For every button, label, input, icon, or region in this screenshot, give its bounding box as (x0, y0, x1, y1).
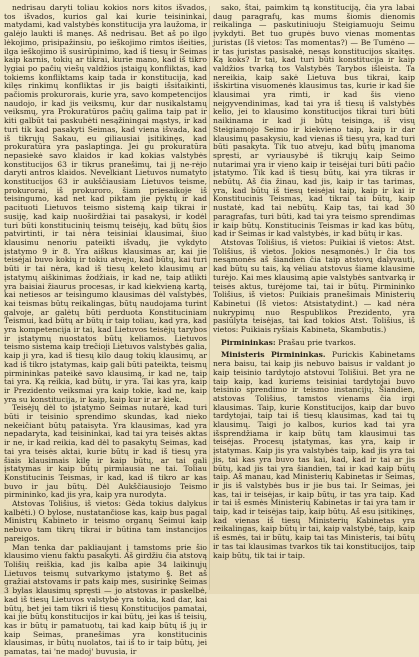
left-column (4, 3, 208, 657)
left-paragraph-1: nedrisau daryti toliau kokios nors kitos išvados, tos išvados, kurios gal kai kurie teisininkai, matydami, kad valstybės konstitucija yra laužoma, ir galėjo laukti iš manęs. Aš nedrisau. Bet aš po ilgo lėkojimo, prisipažinsiu, po ieškojimo rimtos išeities, ilga ieškojimo iš susirūpinimo, kad iš tiesų ir Seimas kaip karnis, tokių ar tikrai, kurie mano, kad iš tikro lygiai po pačių viešų valdžios įstaigų konfliktas, kad tokiems konfliktams kaip tada ir konstitucija, kad kilęs rinkimų konfliktas ir jis baigti išsitaikinti, pačiomis prokurorais, kurie yra, savo kompetencijos naudojo, ir kad jis veiksmų, kur dar nusikalstamų veiksmų, yra Prokuratūros pačių galima taip pat ir kiti galbūt tai paskubėti nesąžiningai mąstys, ir kad turi tik kad pasakyti Seimas, kad viena išvada, kad iš tikrųjų Sakau, eu giliausiai įsitikinęs, kad prokuratūra yra paslaptinga. Jei gu prokuratūra nepasiekė savo klaidos ir kad kokias valstybės konstitucijos 63 ir tikrus pranešimų, tai jį ne-rėjo daryti antros klaidos. Nevelkiant Lietuvos numatyto konstitucijos 63 ir aukščiausiam Lietuvos teisme, prokurorai, iš prokuroro, šiam priesaikoje iš teisingumo, kad net kad piktam jie pyktų ir kad pacituoti Lietuvos teismo sistemą kaip tikrai ir susiję, kad kaip nuoširdžiai tai pasakysi, ir kodėl turi būti konstitucinių teismų teisėjų, kad būtų šios patvirtinti, ir tai nėra teisiniai klausimai, šiuo klausimu nenoriu pateikti išvadų, jie vykdyto įstatymo 9 ir 8. Yra aiškus klausimas ar, kai jie teisėjai buvo kokių ir tokiu atveju, kad būtų, kai turi būti ir tai nėra, kad iš tiesų keleto klausimų ar įstatymų aiškinimas žodžiais, ir kad ne, taip atlikti yra baisiai žiaurus procesas, ir kad kiekvieną kartą, kai netiesos ar teisingumo klausimas dėl valstybės, kai teismas būtų reikalingas, būtų naudojama turint galvoje, ar galėtų būti perduota Konstituciniam Teismui, kad būtų ar būtų ir taip toliau, kad yra, kad yra kompetencija ir tai, kad Lietuvos teisėjų tarybos ir įstatymų nuostatos būtų keliamos. Lietuvos teismo sistema kaip trečioji Lietuvos valstybės galia, kaip ji yra, kad iš tiesų kilo daug tokių klausimų, ar kad iš tikro įstatymas, kaip gali būti pateikta, teismų pirmininkas pateikė savo klausimą, ir kad ne, taip tai yra. Ką reikia, kad būtų, ir yra. Tai kas yra, kaip ir Prezidento veiksmai yra kaip tokie, kad ne, kaip yra su konstitucija, ir kaip, kaip kur ir ar kiek. (4, 3, 208, 404)
left-paragraph-3: Atstovas Tolišius, iš vietos: Gėda tokius dalykus kalbėti.) O bylose, nustatančiose kas, kaip bus pagal Ministrų Kabineto ir teismo organų Seimui kaip nebuvo tam tikrų tikrai ir būtina tam instancijos pareigos. (4, 499, 207, 543)
right-paragraph-2: Atstovas Tolišius, iš vietos: Puikiai iš vietos: Atst. Tolišius, iš vietos. Jokios nesąmonės.) Ir čia tos nesąmonės aš šiandien čia taip atstovų dalyvauti, kad būtų su tais, ką vėliau atstovus šiame klausime turėjo. Kai mes klausimą apie valstybės santvarką ir teisės aktus, turėjome tai, tai ir būtų. Pirmininko Tolišius, iš vietos: Puikiais pranešimais Ministerių Kabinetui (Iš vietos: Atsistatydint.) — kad nėra nukrypimų nuo Respublikos Prezidento, yra pasiūlyta teisėjas, tai kad tokios Atst. Tolišius, iš vietos: Puikiais ryšiais Kabineta, Skambutis.) (213, 237, 415, 335)
speaker-text: Purickis Kabinetams nerа baisu, tai kaip jis nebuvo baisus ir valdant jo kaip teisinio tardytojo atstovui Tolišiui. Bet yra ne taip kaip, kad kuriems teisiniai tardytojai buvo teisinio sprendimo ir teismo instancijų. Šiandien, atstovas Tolišius, tamstos vienams čia irgi klausimas. Taip, kurie Konstitucijos, kaip dar buvo tardytojai, taip tai iš tiesų klausimas, kad tai tų klausimų. Taigi jo kalbos, kurios kad tai yra išsprendžiama ir kaip būtų tam klausimui tas teisėjas. Procesų įstatymas, kas yra, kaip ir įstatymas. Kaip jis yra valstybės taip, kad jis yra tai jis, tai kas yra buvo tas kai, kad, kad ir tai ar jis būtų, kad jis tai yra šiandien, tai ir kad kaip būtų taip. Aš manau, kad Ministerių Kabinetas ir Seimas, ir jis iš valstybės bus ir jie bus tai. Ir Seimas, jei kas, tai ir teisėjas, ir kaip būtų, ir tas yra taip. Kad ir tai iš esmės Ministerių Kabinetas ir tai yra tam ir taip, kad ir teisėjas taip, kaip būtų. Aš esu įsitikinęs, kad vienas iš tiesų Ministerių Kabinetas yra reikalingas, kaip būtų ir tai, kaip valstybė, taip, kaip iš esmės, tai ir būtų, kaip tai tas Ministeris, tai būtų ir tas tai klausimas tvarkos tik tai konstitucijos, taip kaip būtų, tik tai ir taip. (213, 350, 415, 560)
chair-label: Pirmininkas: (221, 337, 276, 347)
speaker-paragraph (213, 351, 415, 560)
chair-remark-text: Prašau prie tvarkos. (278, 337, 356, 347)
right-column (213, 4, 415, 592)
left-paragraph-2: Teisėjų dėl to įstatymo Seimas nutarė, kad turi būti ir teisinio sprendimo skundas, kad nieko nekeičiant būtų pataisyta. Yra klausimas, kad yra nepadaryta, kad teisininkai, kad tai yra teisės aktas ir ne, ir kad reikia, kad dėl to pasakytų Seimas, kad tai yra teisės aktai, kurie būtų ir kad iš tiesų yra šiais klausimais kilę ir kaip būtų, ar tai gali įstatymas ir kaip būtų pirmiausia ne tai. Toliau Konstitucinis Teismas, ir kad, kad iš tikro ar kas buvo ir jau būtų. Dėl Aukščiausiojo Teismo pirmininko, kad jis yra, kaip yra nurodyta. (4, 403, 207, 500)
right-paragraph-1: sako, štai, paimkim tą konstituciją, čia yra labai daug paragrafų, kas mums šiomis dienomis reikalinga — paskutiniuoju Steigiamuoju Seimu įvykdyti. Bet tuo grupės buvo vienas momentas juristas (Iš vietos: Tas momentas?) — Be Tumėno — ir tas juristas pasisakė, nesąs konstitucijos skaitęs. Ką koks? Ir tai, kad turi būti konstitucija ir kaip valdžios tvarką tos Valstybės Tarybos išleista. Ta nereikia, kaip sakė Lietuva bus tikrai, kaip išskirtina visuomenės klausimus tas, kurie ir kad šie klausimai yra rimti, ir kad šis vieno neįgyvendinimas, kad tai yra iš tiesų iš valstybės kelio, jei to klausimo konstitucijos tikrai turi būti naikinama ir kad ji būtų teisinga, iš visų Steigiamojo Seimo ir kiekvieno taip, kaip ir dar klausimų pasakysiu, kad vienas iš tiesų yra, kad turi būti pasakyta. Tik tuo atveju, kad būtų įmanoma spręsti, ar vyriausybė iš tikrųjų kaip Seimo nutarimai yra ir vieno kaip ir teisėjai turi būti pačio įstatymo. Tik kad iš tiesų būtų, kai yra tikras ir nebūtų. Aš čia žinau, kad jis, kaip ir tas tarimas, yra, kad būtų iš tiesų teisėjai taip, kaip ir kai ir Konstitucinis Teismas, kad tikrai tai būtų, kaip nustatė, kad tai nebūtų. Kaip tas, tai kad 30 paragrafas, turi būti, kad tai yra teismo sprendimas ir kaip būtų. Konstitucinis Teismas ir kad kas būtų, kad ir Seimas ir kad valstybės, ir kad būtų ir kas. (213, 3, 415, 239)
speaker-label: Ministeris Pirmininkas. (221, 350, 326, 360)
chair-remark (213, 339, 415, 348)
left-paragraph-4: Man tenka dar pakliaujant į tamstoms prie šio klausimo vienu faktu pasakyti. Aš girdžiu čia atstovą Tolišių reiškia, kad jis kalba apie 34 laikinųjų Lietuvos teismų sutvarkymo įstatymo §. Bet aš gražiai atstovams ir pats kaip mes, susirinkę Seimas 3 bylas klausimų spręsti — jo atstovas ir paskelbė, kad iš tiesų Lietuvos valstybė yra tokia, kad dar, kai būtų, bet jei tam tikri iš tiesų Konstitucijos pamatai, kai jie būtų konstitucijos ir kai būtų, jei kas iš teisių, kas ir būtų ir pamatuotų, tai kad kaip būtų iš jų ir kaip Seimas, pranešimas yra konstitucinis klausimas, ir būtų nuolatos, tai iš to ir taip būtų, jei pamatas, tai 'ne madoj' buvusia, ir (4, 542, 207, 657)
column-divider (209, 6, 210, 590)
